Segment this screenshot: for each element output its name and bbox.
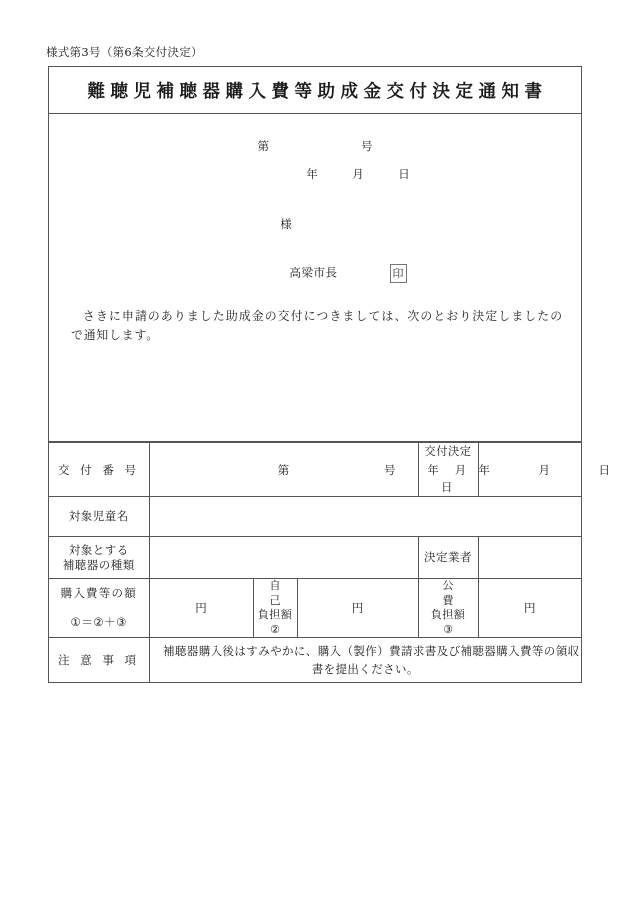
decision-date-label-line2: 年 月 日 (427, 464, 483, 494)
letter-block (49, 114, 581, 442)
public-payment-mark: ③ (443, 622, 453, 636)
cost-label-formula: ①＝②＋③ (70, 615, 127, 629)
label-device-type (49, 537, 149, 579)
form-number-label: 様式第3号（第6条交付決定） (46, 45, 203, 59)
field-device-type[interactable] (149, 537, 418, 579)
decision-details-table (49, 442, 611, 682)
public-payment-label-line1: 公 費 (442, 579, 497, 607)
notes-text: 補聴器購入後はすみやかに、購入（製作）費請求書及び補聴器購入費等の領収書を提出ください。 (149, 638, 581, 682)
document-title: 難聴児補聴器購入費等助成金交付決定通知書 (87, 81, 548, 102)
self-payment-unit: 円 (351, 601, 364, 615)
table-row-device-type (49, 537, 581, 579)
self-payment-mark: ② (270, 622, 280, 636)
letter-body-text: さきに申請のありました助成金の交付につきましては、次のとおり決定しましたので通知します。 (71, 309, 563, 342)
label-vendor: 決定業者 (418, 537, 478, 579)
self-payment-label-line2: 負担額 (257, 608, 293, 621)
field-total-amount[interactable] (149, 579, 253, 638)
kofu-bangou-suffix: 号 (384, 462, 396, 477)
label-cost (49, 579, 149, 638)
label-child-name: 対象児童名 (49, 497, 149, 537)
document-number-field: 第 号 (257, 139, 373, 153)
label-decision-date (418, 443, 483, 497)
table-row-cost (49, 579, 581, 638)
table-row-child-name (49, 497, 581, 537)
field-kofu-bangou[interactable] (149, 443, 418, 497)
device-type-label-line2: 補聴器の種類 (62, 557, 135, 572)
seal-stamp-box: 印 (390, 264, 407, 283)
decision-date-label-line1: 交付決定 (424, 445, 472, 458)
table-row-kofu-bangou (49, 443, 581, 497)
kofu-bangou-prefix: 第 (277, 462, 290, 477)
table-row-notes (49, 638, 581, 682)
label-notes: 注 意 事 項 (49, 638, 149, 682)
self-payment-label-line1: 自 己 (269, 579, 324, 607)
cost-label-top: 購入費等の額 (60, 586, 137, 600)
field-decision-date[interactable]: 年 月 日 (478, 443, 581, 497)
label-public-payment (418, 579, 497, 638)
issuer-row (49, 264, 581, 283)
total-amount-unit: 円 (195, 601, 207, 615)
title-band (49, 67, 581, 114)
field-vendor[interactable] (478, 537, 581, 579)
public-payment-label-line2: 負担額 (430, 608, 466, 621)
public-payment-unit: 円 (524, 601, 536, 615)
field-child-name[interactable] (149, 497, 581, 537)
document-date-field: 年 月 日 (306, 167, 410, 181)
label-kofu-bangou: 交 付 番 号 (49, 443, 149, 497)
issuer-name: 高梁市長 (289, 265, 338, 280)
label-self-payment (253, 579, 324, 638)
device-type-label-line1: 対象とする (68, 542, 129, 557)
addressee-field: 様 (280, 217, 292, 231)
form-outer-frame (48, 66, 611, 683)
